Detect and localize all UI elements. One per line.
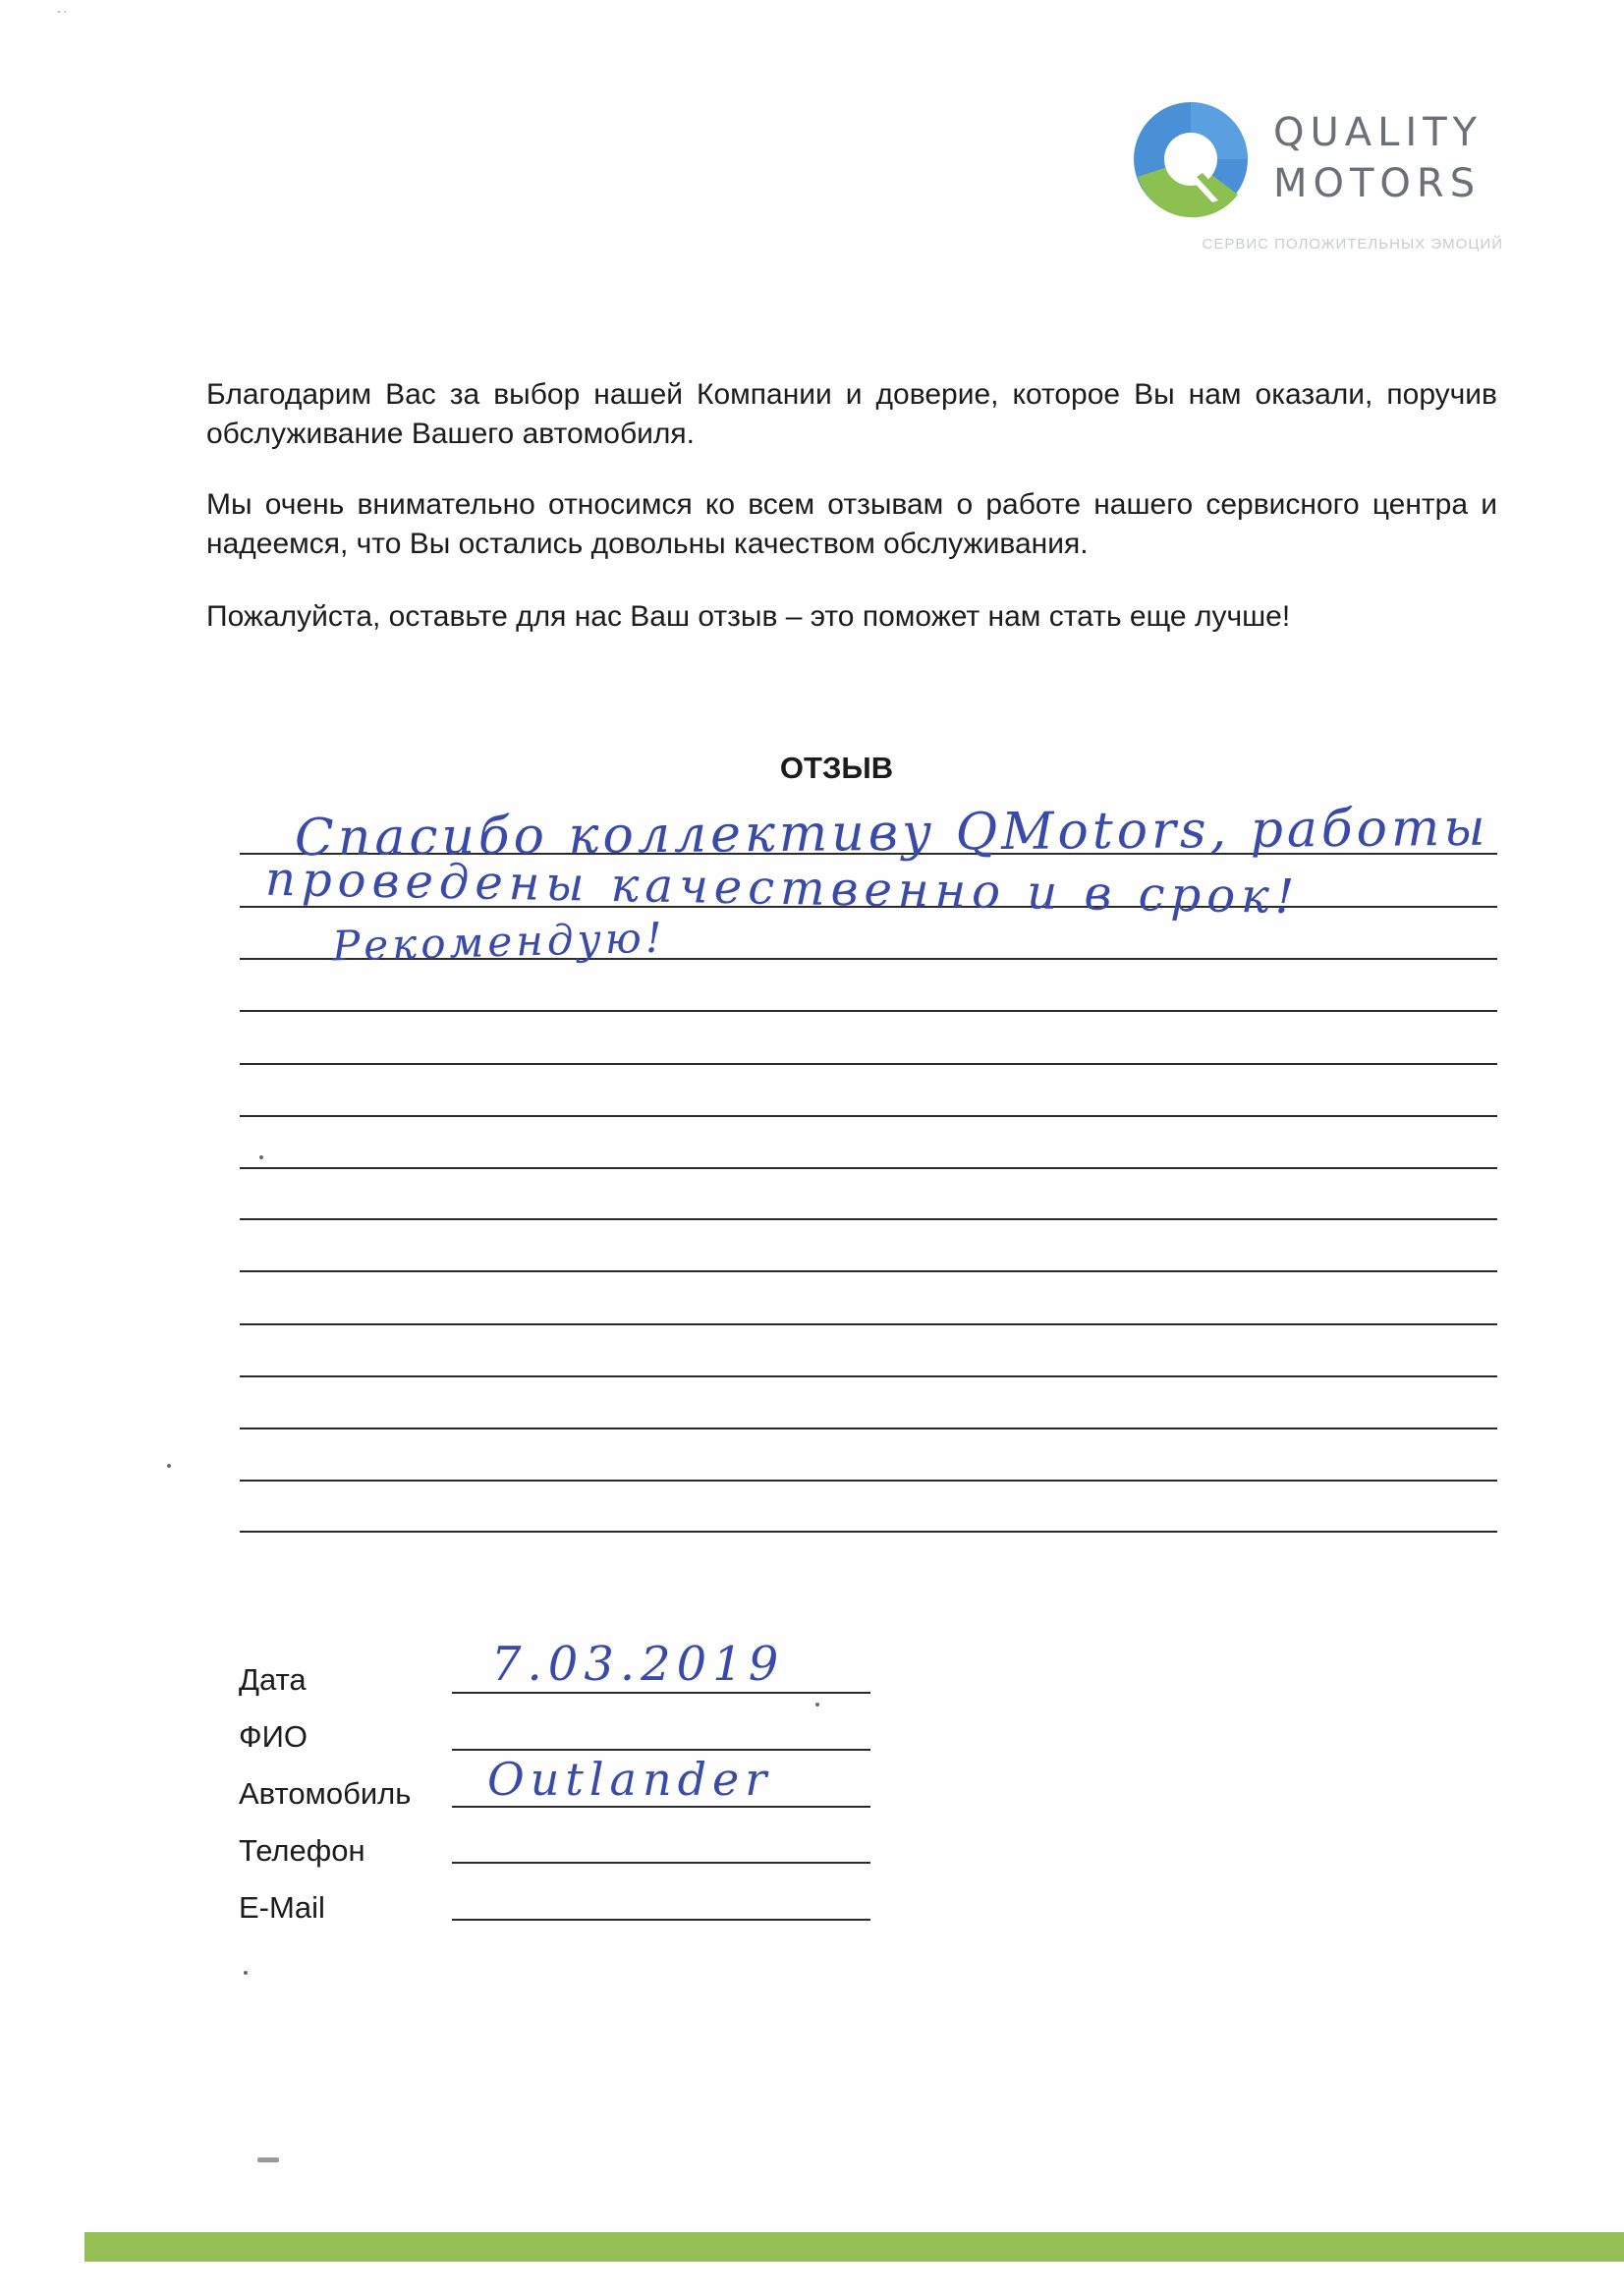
phone-field[interactable] xyxy=(452,1862,870,1864)
date-label: Дата xyxy=(239,1662,307,1697)
car-label: Автомобиль xyxy=(239,1776,412,1811)
handwritten-review-line: проведены качественно и в срок! xyxy=(264,851,1301,925)
car-value: Outlander xyxy=(487,1753,773,1806)
review-title: ОТЗЫВ xyxy=(779,751,894,785)
logo-text-motors: MOTORS xyxy=(1273,161,1482,206)
intro-paragraph-attention: Мы очень внимательно относимся ко всем отзывам о работе нашего сервисного центра и надеемся, что Вы остались довольны качеством обслуживания. xyxy=(206,488,1497,560)
date-value: 7.03.2019 xyxy=(491,1637,785,1692)
review-ruled-line xyxy=(240,1010,1497,1012)
scan-speck xyxy=(167,1464,171,1468)
review-ruled-line xyxy=(240,1218,1497,1220)
email-label: E-Mail xyxy=(239,1890,325,1925)
scan-speck xyxy=(257,2157,279,2162)
review-ruled-line xyxy=(240,1323,1497,1325)
review-ruled-line xyxy=(240,1270,1497,1272)
review-ruled-line xyxy=(240,1115,1497,1117)
handwritten-review-line: Рекомендую! xyxy=(331,913,667,971)
review-ruled-line xyxy=(240,1063,1497,1065)
review-ruled-line xyxy=(240,1531,1497,1533)
intro-paragraph-thanks: Благодарим Вас за выбор нашей Компании и доверие, которое Вы нам оказали, поручив обслуживание Вашего автомобиля. xyxy=(206,378,1497,450)
car-field[interactable] xyxy=(452,1806,870,1808)
scan-corner-mark: -· xyxy=(57,4,69,18)
review-text-area[interactable] xyxy=(240,0,1497,1572)
footer-accent-bar xyxy=(84,2232,1624,2262)
full-name-label: ФИО xyxy=(239,1719,308,1754)
scan-speck xyxy=(244,1971,248,1975)
logo-text-quality: QUALITY xyxy=(1273,110,1484,155)
intro-paragraph-request: Пожалуйста, оставьте для нас Ваш отзыв – это поможет нам стать еще лучше! xyxy=(206,600,1291,633)
review-ruled-line xyxy=(240,1480,1497,1482)
handwritten-review-line: Спасибо коллективу QMotors, работы xyxy=(294,798,1489,868)
scan-speck xyxy=(815,1703,819,1707)
scan-speck xyxy=(259,1155,263,1159)
date-field[interactable] xyxy=(452,1692,870,1694)
phone-label: Телефон xyxy=(239,1833,365,1868)
review-ruled-line xyxy=(240,1167,1497,1169)
email-field[interactable] xyxy=(452,1919,870,1921)
full-name-field[interactable] xyxy=(452,1749,870,1751)
review-ruled-line xyxy=(240,1428,1497,1429)
review-ruled-line xyxy=(240,1375,1497,1377)
logo-tagline: СЕРВИС ПОЛОЖИТЕЛЬНЫХ ЭМОЦИЙ xyxy=(1202,236,1503,252)
